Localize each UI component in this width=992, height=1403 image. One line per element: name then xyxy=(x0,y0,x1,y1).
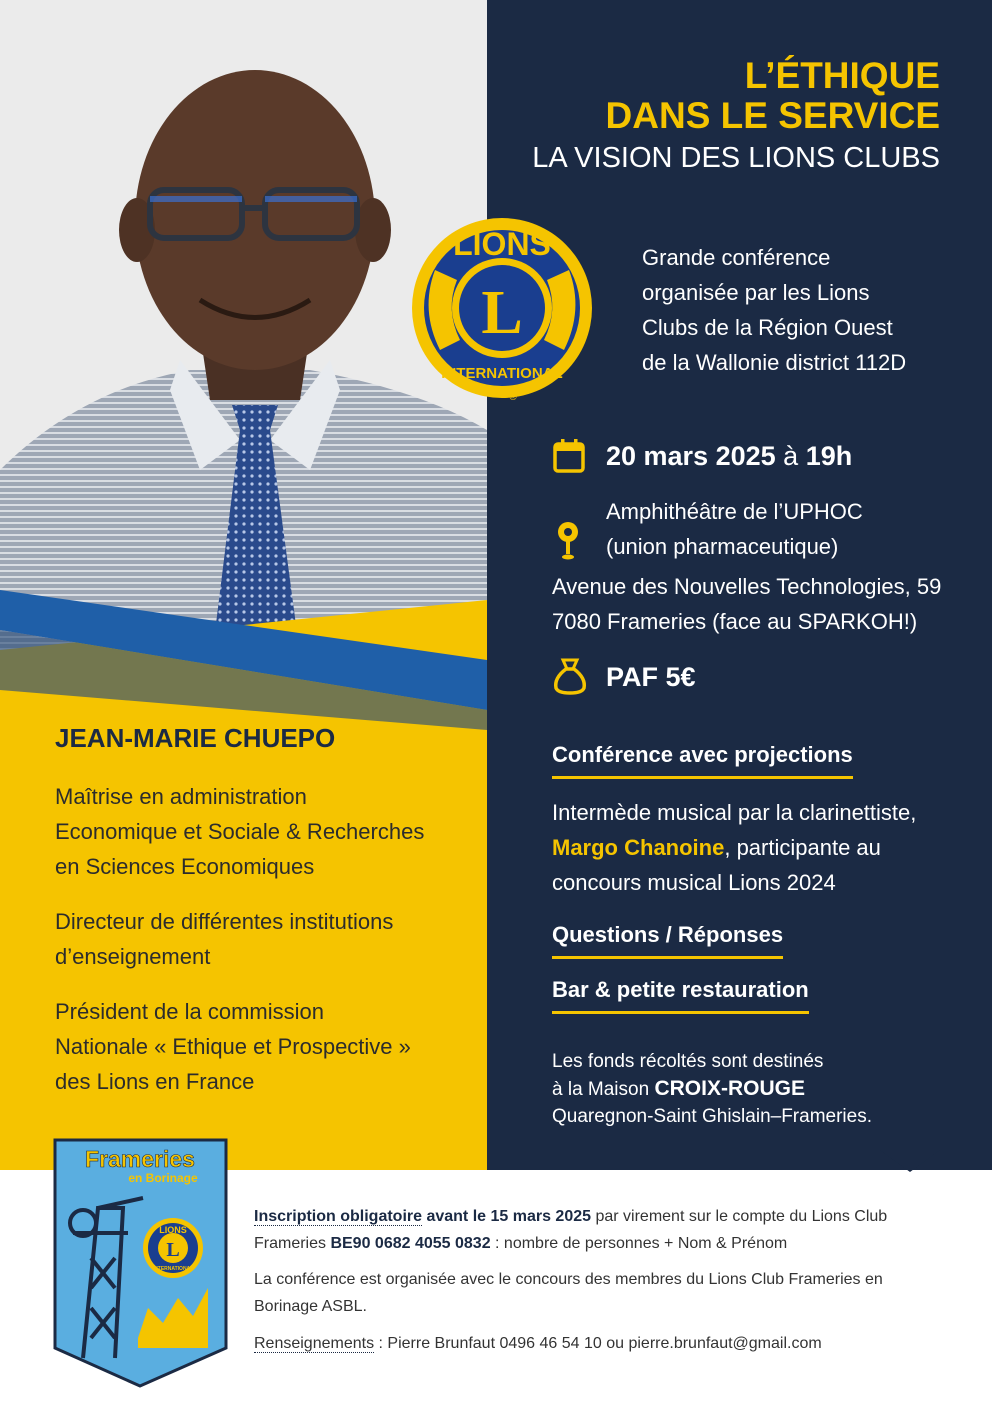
bio1-line2: Economique et Sociale & Recherches xyxy=(55,819,425,844)
program-questions: Questions / Réponses xyxy=(552,920,783,959)
footer-contact xyxy=(254,1330,969,1357)
funds-note xyxy=(552,1048,872,1130)
funds-line1: Les fonds récoltés sont destinés xyxy=(552,1051,824,1072)
subtitle: LA VISION DES LIONS CLUBS xyxy=(532,142,940,174)
title-line1: L’ÉTHIQUE xyxy=(744,55,940,96)
bio1-line3: en Sciences Economiques xyxy=(55,854,315,879)
footer-registration xyxy=(254,1203,969,1257)
time-text: 19h xyxy=(805,441,853,471)
logo-registered: ® xyxy=(509,392,517,403)
registration-line1 xyxy=(254,1203,969,1230)
logo-top-text: LIONS xyxy=(453,226,551,262)
interlude-line1: Intermède musical par la clarinettiste, xyxy=(552,800,917,825)
musician-name: Margo Chanoine xyxy=(552,835,725,860)
funds-line2 xyxy=(552,1075,872,1103)
date-text: 20 mars 2025 xyxy=(606,441,776,471)
address-line1: Avenue des Nouvelles Technologies, 59 xyxy=(552,574,942,599)
bank-account: BE90 0682 4055 0832 xyxy=(330,1235,491,1252)
venue-line2: (union pharmaceutique) xyxy=(606,534,839,559)
money-bag-icon xyxy=(552,656,588,696)
bio3-line1: Président de la commission xyxy=(55,999,325,1024)
badge-line2: en Borinage xyxy=(128,1171,198,1185)
organizers-line1: La conférence est organisée avec le concours des membres du Lions Club Frameries en xyxy=(254,1271,883,1288)
badge-logo-text: LIONS xyxy=(159,1225,187,1235)
organizers-line2: Borinage ASBL. xyxy=(254,1298,367,1315)
club-pennant-icon xyxy=(53,1138,228,1388)
badge-logo-letter: L xyxy=(166,1239,180,1261)
registration-label: Inscription obligatoire xyxy=(254,1208,423,1225)
bio2-line1: Directeur de différentes institutions xyxy=(55,909,394,934)
bio2-line2: d’enseignement xyxy=(55,944,211,969)
funds-beneficiary: CROIX-ROUGE xyxy=(654,1077,805,1100)
funds-line3: Quaregnon-Saint Ghislain–Frameries. xyxy=(552,1106,872,1127)
contact-text[interactable]: : Pierre Brunfaut 0496 46 54 10 ou pierre.brunfaut@gmail.com xyxy=(374,1335,822,1352)
venue-line1: Amphithéâtre de l’UPHOC xyxy=(606,499,863,524)
date-separator: à xyxy=(775,441,806,471)
interlude-rest: , participante au xyxy=(724,835,881,860)
intro-line2: organisée par les Lions xyxy=(642,280,870,305)
price: PAF 5€ xyxy=(606,662,696,692)
registration-text2-pre: Frameries xyxy=(254,1235,331,1252)
interlude-line3: concours musical Lions 2024 xyxy=(552,870,836,895)
footer-organizers xyxy=(254,1266,969,1320)
logo-letter: L xyxy=(481,279,523,347)
event-date xyxy=(606,438,852,474)
bio1-line1: Maîtrise en administration xyxy=(55,784,307,809)
intro-line1: Grande conférence xyxy=(642,245,831,270)
badge-logo-bottom: INTERNATIONAL xyxy=(152,1266,194,1272)
bio3-line2: Nationale « Ethique et Prospective » xyxy=(55,1034,411,1059)
badge-line1: Frameries xyxy=(85,1146,195,1172)
panel-notch xyxy=(880,1150,940,1175)
logo-bottom-text: INTERNATIONAL xyxy=(441,365,563,382)
interlude-line2 xyxy=(552,830,972,865)
calendar-icon xyxy=(552,438,586,474)
registration-line2 xyxy=(254,1230,969,1257)
lions-logo xyxy=(405,210,600,415)
club-badge xyxy=(53,1138,228,1393)
registration-text1: par virement sur le compte du Lions Club xyxy=(591,1208,888,1225)
contact-label: Renseignements xyxy=(254,1335,375,1352)
title-line2: DANS LE SERVICE xyxy=(605,95,940,136)
program-conference: Conférence avec projections xyxy=(552,740,853,779)
map-pin-icon xyxy=(555,520,581,562)
lions-emblem-icon xyxy=(405,210,600,410)
address-line2: 7080 Frameries (face au SPARKOH!) xyxy=(552,609,918,634)
program-bar: Bar & petite restauration xyxy=(552,975,809,1014)
intro-line3: Clubs de la Région Ouest xyxy=(642,315,893,340)
registration-deadline: avant le 15 mars 2025 xyxy=(422,1208,592,1225)
speaker-name: JEAN-MARIE CHUEPO xyxy=(55,723,336,753)
funds-line2-pre: à la Maison xyxy=(552,1079,655,1100)
intro-line4: de la Wallonie district 112D xyxy=(642,350,907,375)
registration-text2-post: : nombre de personnes + Nom & Prénom xyxy=(490,1235,788,1252)
bio3-line3: des Lions en France xyxy=(55,1069,255,1094)
